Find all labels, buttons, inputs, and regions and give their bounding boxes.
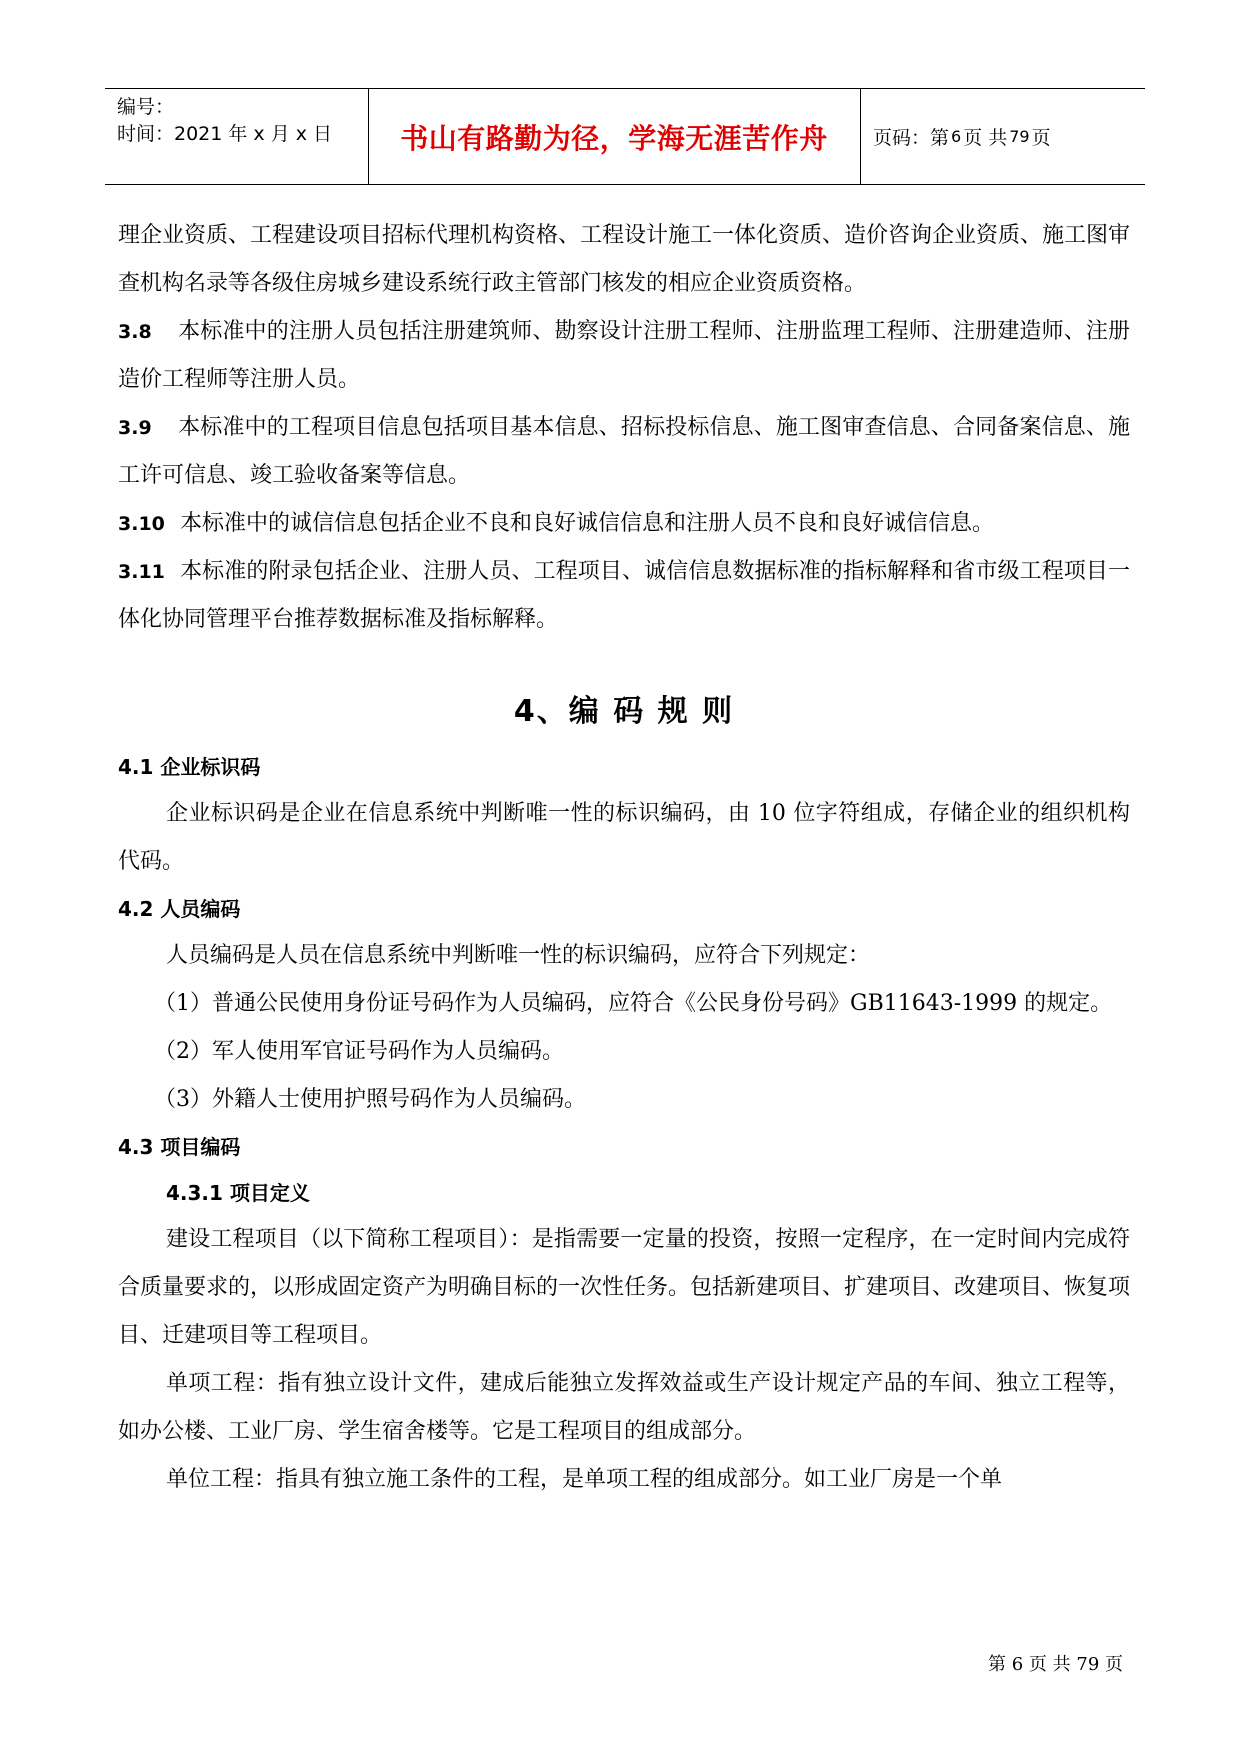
clause-text: 本标准中的注册人员包括注册建筑师、勘察设计注册工程师、注册监理工程师、注册建造师、注册造价工程师等注册人员。 — [118, 319, 1130, 392]
section-title-4-3: 4.3 项目编码 — [118, 1135, 241, 1159]
chapter-title: 4、编 码 规 则 — [513, 694, 735, 729]
header-number-label: 编号： — [117, 96, 175, 118]
clause-text: 本标准中的诚信信息包括企业不良和良好诚信信息和注册人员不良和良好诚信信息。 — [180, 511, 995, 536]
header-divider — [860, 89, 861, 184]
clause-number: 3.9 — [118, 417, 152, 439]
definition-paragraph: 单项工程：指有独立设计文件，建成后能独立发挥效益或生产设计规定产品的车间、独立工程等，如办公楼、工业厂房、学生宿舍楼等。它是工程项目的组成部分。 — [118, 1371, 1130, 1444]
clause-3-11 — [118, 548, 1130, 644]
header-page-mid: 页 共 — [963, 127, 1008, 149]
section-4-1-text: 企业标识码是企业在信息系统中判断唯一性的标识编码，由 10 位字符组成，存储企业的组织机构代码。 — [118, 801, 1130, 874]
header-page-prefix: 页码：第 — [873, 127, 950, 149]
clause-number: 3.10 — [118, 513, 165, 535]
list-item: （2）军人使用军官证号码作为人员编码。 — [154, 1039, 564, 1064]
list-item: （3）外籍人士使用护照号码作为人员编码。 — [154, 1087, 586, 1112]
list-item: （1）普通公民使用身份证号码作为人员编码，应符合《公民身份号码》GB11643-1999 的规定。 — [154, 991, 1113, 1016]
page-header — [105, 88, 1145, 185]
page-footer: 第 6 页 共 79 页 — [988, 1654, 1123, 1675]
header-page-total: 79 — [1009, 127, 1030, 146]
clause-text: 本标准中的工程项目信息包括项目基本信息、招标投标信息、施工图审查信息、合同备案信息、施工许可信息、竣工验收备案等信息。 — [118, 415, 1130, 488]
clause-3-8 — [118, 308, 1130, 404]
section-title-4-2: 4.2 人员编码 — [118, 897, 241, 921]
header-motto: 书山有路勤为径，学海无涯苦作舟 — [400, 121, 828, 155]
subsection-title-4-3-1: 4.3.1 项目定义 — [166, 1181, 310, 1205]
definition-paragraph: 建设工程项目（以下简称工程项目）：是指需要一定量的投资，按照一定程序，在一定时间内完成符合质量要求的，以形成固定资产为明确目标的一次性任务。包括新建项目、扩建项目、改建项目、恢复项目、迁建项目等工程项目。 — [118, 1227, 1131, 1348]
clause-number: 3.11 — [118, 561, 165, 583]
definition-paragraph: 单位工程：指具有独立施工条件的工程，是单项工程的组成部分。如工业厂房是一个单 — [166, 1467, 1003, 1492]
header-meta — [117, 94, 332, 148]
clause-3-9 — [118, 404, 1130, 500]
clause-text: 本标准的附录包括企业、注册人员、工程项目、诚信信息数据标准的指标解释和省市级工程项目一体化协同管理平台推荐数据标准及指标解释。 — [118, 559, 1130, 632]
header-page-info — [873, 89, 1051, 184]
section-4-2-intro: 人员编码是人员在信息系统中判断唯一性的标识编码，应符合下列规定： — [166, 943, 871, 968]
clause-number: 3.8 — [118, 321, 152, 343]
clause-3-10 — [118, 500, 1130, 548]
page-content — [118, 212, 1130, 1504]
header-time-label: 时间：2021 年 x 月 x 日 — [117, 123, 333, 145]
header-page-current: 6 — [951, 127, 962, 146]
paragraph-continued: 理企业资质、工程建设项目招标代理机构资格、工程设计施工一体化资质、造价咨询企业资质、施工图审查机构名录等各级住房城乡建设系统行政主管部门核发的相应企业资质资格。 — [118, 223, 1131, 296]
section-title-4-1: 4.1 企业标识码 — [118, 755, 261, 779]
header-page-suffix: 页 — [1031, 127, 1051, 149]
